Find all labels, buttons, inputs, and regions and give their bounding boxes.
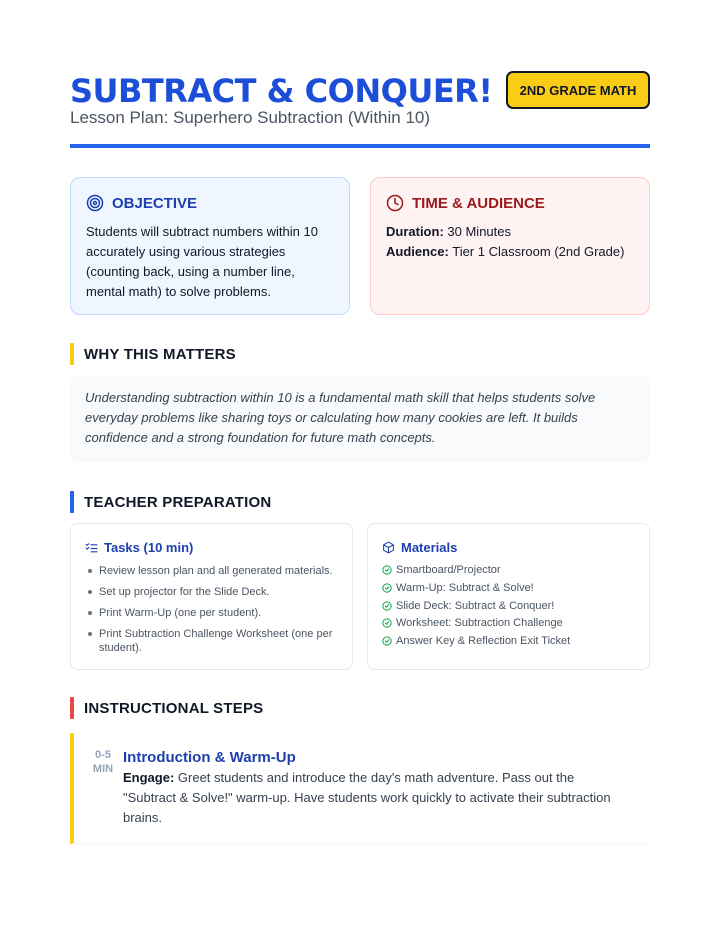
material-label: Slide Deck: Subtract & Conquer! [396,599,555,612]
page-title: SUBTRACT & CONQUER! [70,72,493,110]
section-accent-bar [70,343,74,365]
materials-heading [382,540,457,555]
why-line: confidence and a strong foundation for future math concepts. [85,430,436,445]
material-item [382,599,640,613]
check-circle-icon [382,583,392,593]
time-audience-heading-label: TIME & AUDIENCE [412,194,545,212]
tasks-card [70,523,353,670]
step-duration-unit: MIN [92,763,114,775]
material-label: Answer Key & Reflection Exit Ticket [396,635,571,648]
steps-section-heading [70,697,263,719]
section-accent-bar [70,491,74,513]
step-line: "Subtract & Solve!" warm-up. Have students work quickly to activate their subtraction [123,790,611,805]
clock-icon [386,194,404,212]
duration-row [386,222,636,242]
time-audience-text [386,222,636,262]
material-item [382,634,640,648]
check-circle-icon [382,601,392,611]
audience-label: Audience: [386,244,449,259]
grade-badge: 2ND GRADE MATH [506,71,650,109]
task-item: Review lesson plan and all generated materials. [85,564,343,578]
material-item [382,581,640,595]
duration-label: Duration: [386,224,444,239]
step-description [123,768,613,828]
objective-line: Students will subtract numbers within 10 [86,224,318,239]
objective-line: accurately using various strategies [86,244,286,259]
checklist-icon [85,541,98,554]
materials-list [382,563,640,652]
objective-heading-label: OBJECTIVE [112,194,198,212]
step-line [123,768,613,788]
target-icon [86,194,104,212]
material-item [382,616,640,630]
tasks-heading [85,540,193,555]
header-divider [70,144,650,148]
step-duration-range: 0-5 [95,749,111,761]
time-audience-card [370,177,650,315]
check-circle-icon [382,618,392,628]
material-label: Worksheet: Subtraction Challenge [396,617,563,630]
why-line: Understanding subtraction within 10 is a fundamental math skill that helps students solve [85,390,596,405]
step-label: Engage: [123,770,175,785]
task-item: Set up projector for the Slide Deck. [85,585,343,599]
objective-heading [86,194,197,212]
tasks-list [85,564,343,662]
step-duration [88,748,118,776]
why-line: everyday problems like sharing toys or calculating how many cookies are left. It builds [85,410,578,425]
objective-card [70,177,350,315]
why-heading-label: WHY THIS MATTERS [84,345,236,363]
check-circle-icon [382,636,392,646]
task-item: Print Subtraction Challenge Worksheet (one per student). [85,627,343,655]
box-icon [382,541,395,554]
time-audience-heading [386,194,545,212]
why-section-heading [70,343,236,365]
audience-row [386,242,636,262]
prep-section-heading [70,491,271,513]
audience-value: Tier 1 Classroom (2nd Grade) [452,244,625,259]
prep-heading-label: TEACHER PREPARATION [84,493,272,511]
step-line: brains. [123,810,163,825]
objective-line: (counting back, using a number line, [86,264,295,279]
objective-text [86,222,336,302]
section-accent-bar [70,697,74,719]
page-header [70,70,650,150]
check-circle-icon [382,565,392,575]
step-line-text: Greet students and introduce the day's math adventure. Pass out the [174,770,575,785]
materials-heading-label: Materials [401,540,458,555]
tasks-heading-label: Tasks (10 min) [104,540,194,555]
page-subtitle: Lesson Plan: Superhero Subtraction (Within 10) [70,108,431,127]
step-title: Introduction & Warm-Up [123,749,296,766]
steps-heading-label: INSTRUCTIONAL STEPS [84,699,264,717]
material-label: Warm-Up: Subtract & Solve! [396,581,534,594]
task-item: Print Warm-Up (one per student). [85,606,343,620]
instruction-step [70,733,650,844]
material-label: Smartboard/Projector [396,564,501,576]
material-item [382,563,640,577]
why-text-box [70,376,650,462]
objective-line: mental math) to solve problems. [86,284,271,299]
materials-card [367,523,650,670]
duration-value: 30 Minutes [447,224,511,239]
